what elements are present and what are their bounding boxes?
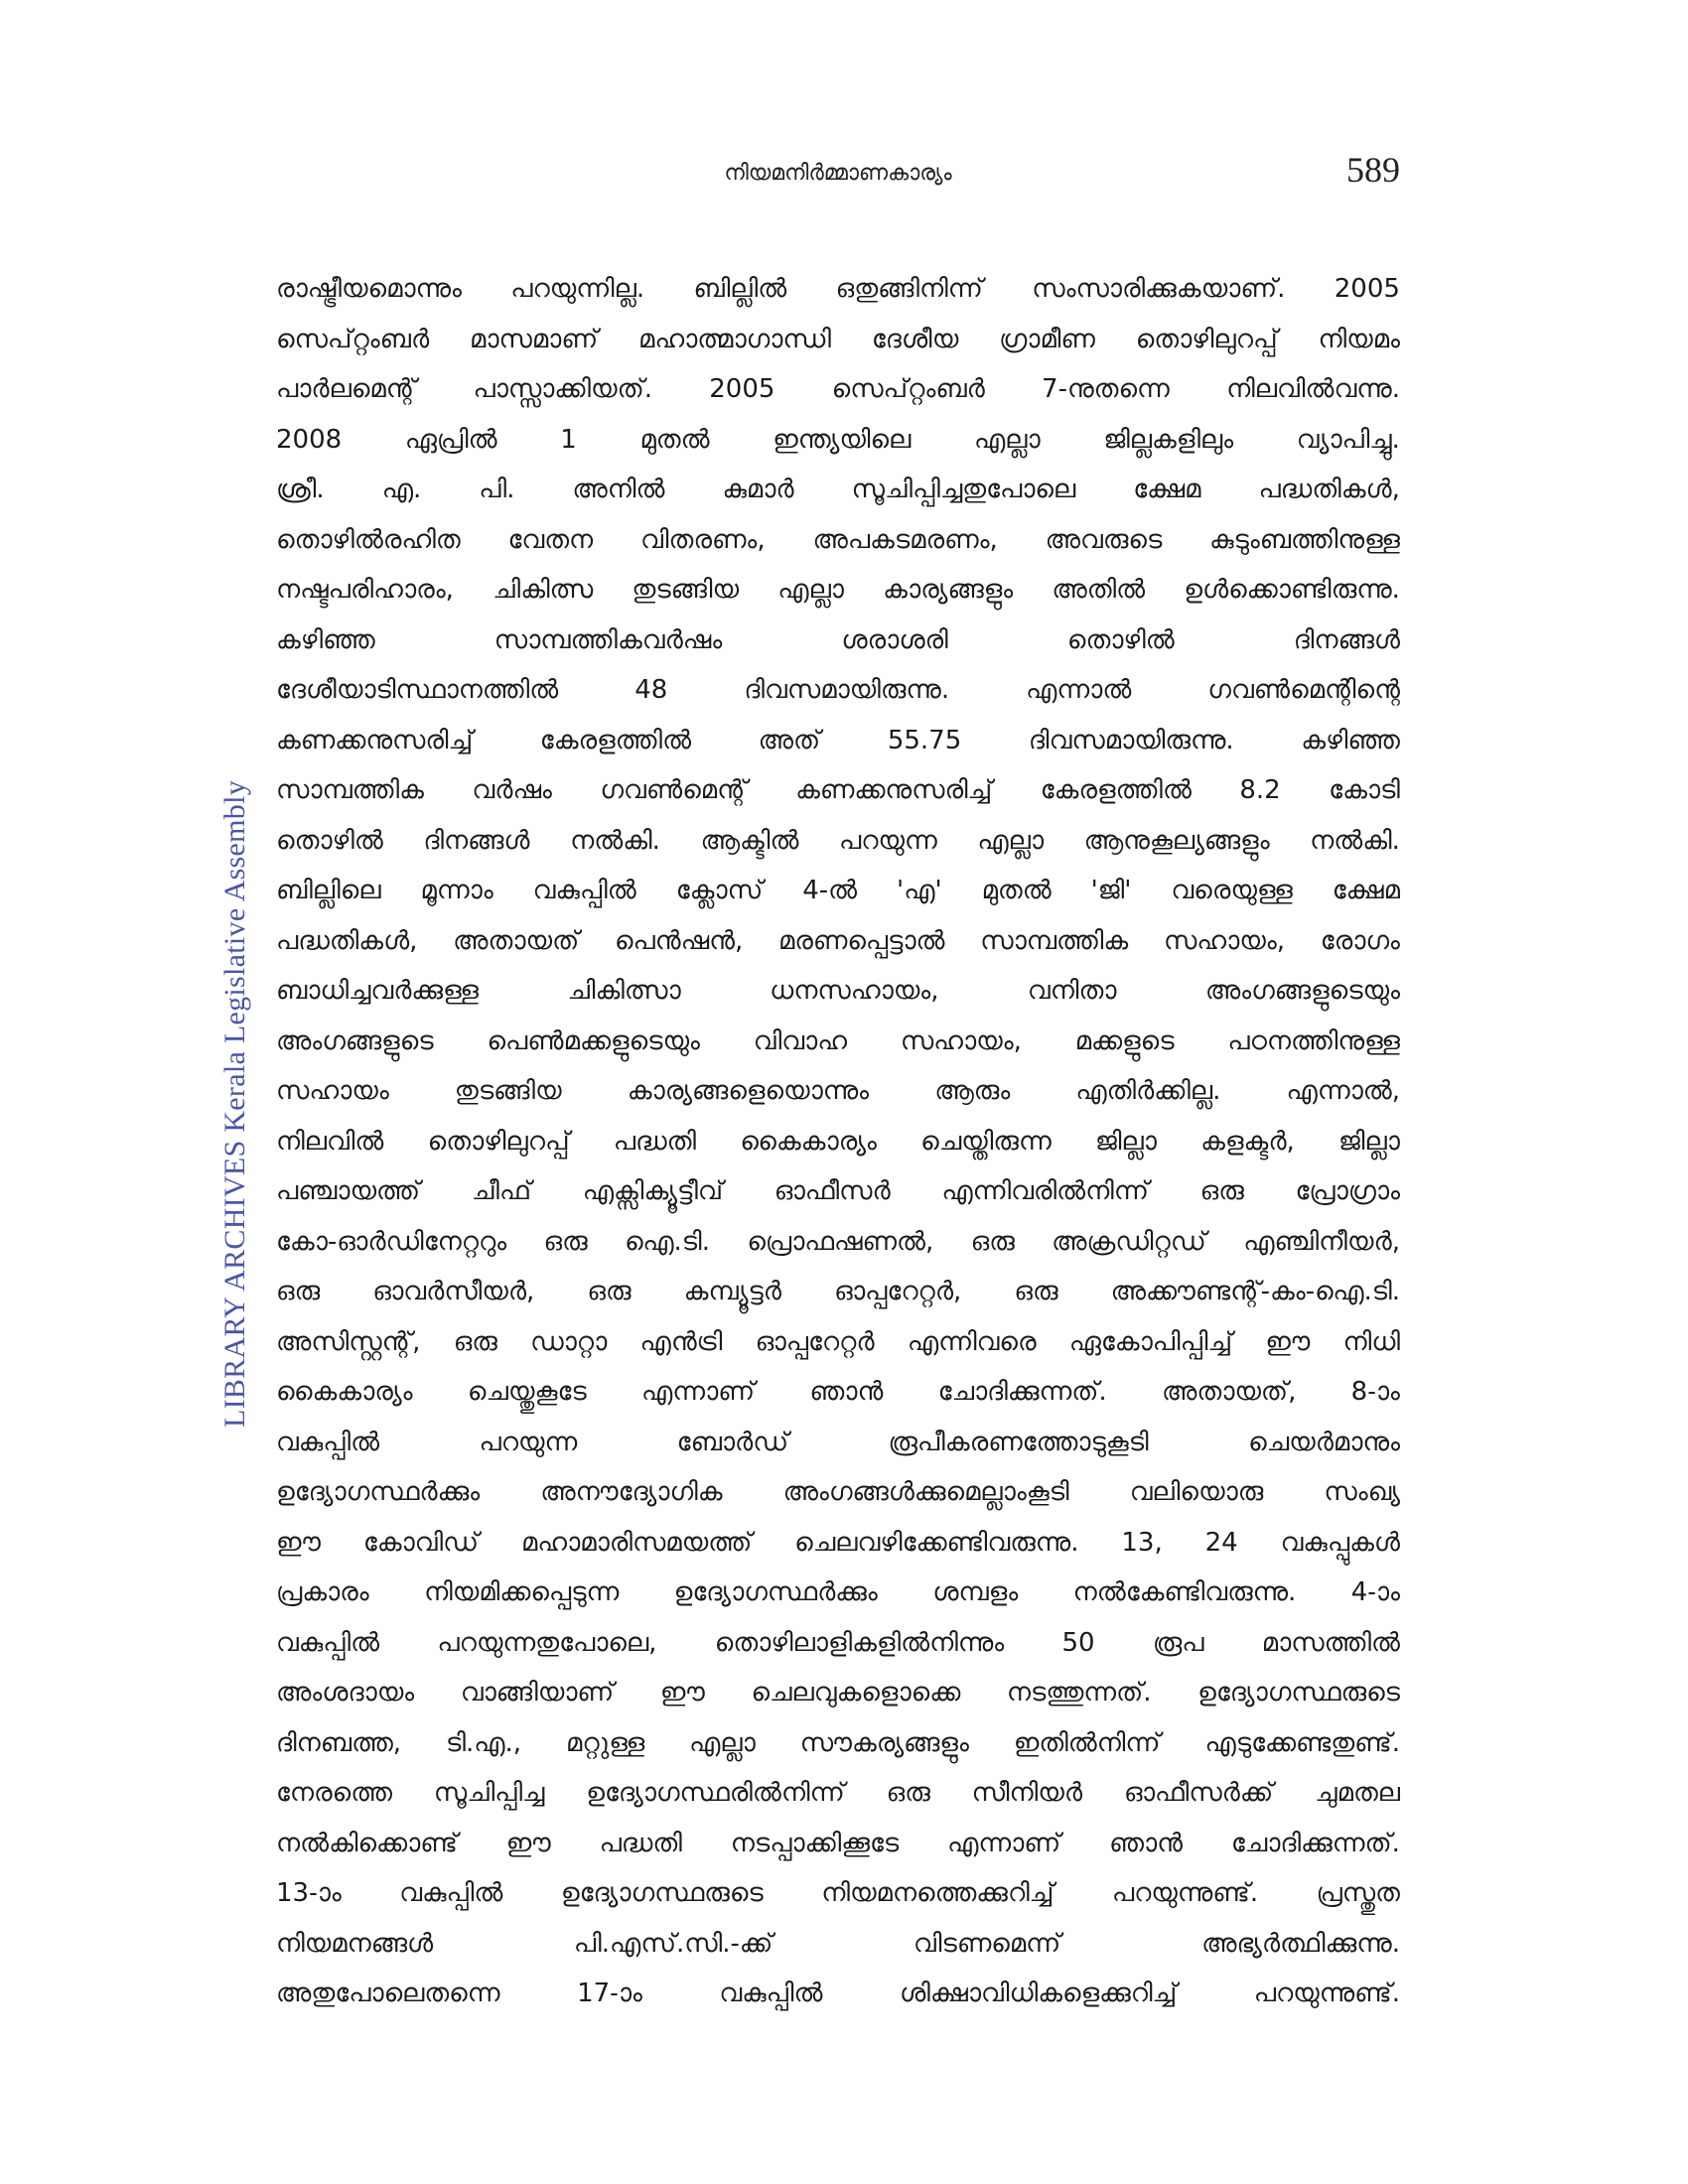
body-line: കണക്കനുസരിച്ച് കേരളത്തിൽ അത് 55.75 ദിവസമായിരുന്നു. കഴിഞ്ഞ [276,725,1400,755]
body-line: ദേശീയാടിസ്ഥാനത്തിൽ 48 ദിവസമായിരുന്നു. എന്നാൽ ഗവൺമെന്റിന്റെ [276,675,1400,705]
body-text [276,264,1400,2019]
body-line: നഷ്ടപരിഹാരം, ചികിത്സ തുടങ്ങിയ എല്ലാ കാര്യങ്ങളും അതിൽ ഉൾക്കൊണ്ടിരുന്നു. [276,575,1400,605]
body-line: നേരത്തെ സൂചിപ്പിച്ച ഉദ്യോഗസ്ഥരിൽനിന്ന് ഒരു സീനിയർ ഓഫീസർക്ക് ചുമതല [276,1778,1400,1808]
body-line: പദ്ധതികൾ, അതായത് പെൻഷൻ, മരണപ്പെട്ടാൽ സാമ്പത്തിക സഹായം, രോഗം [276,925,1400,956]
body-line: അതുപോലെതന്നെ 17-ാം വകുപ്പിൽ ശിക്ഷാവിധികളെക്കുറിച്ച് പറയുന്നുണ്ട്. [276,1979,1400,2008]
body-line: പ്രകാരം നിയമിക്കപ്പെടുന്ന ഉദ്യോഗസ്ഥർക്കും ശമ്പളം നൽകേണ്ടിവരുന്നു. 4-ാം [276,1577,1400,1607]
body-line: കോ-ഓർഡിനേറ്ററും ഒരു ഐ.ടി. പ്രൊഫഷണൽ, ഒരു അക്രഡിറ്റഡ് എഞ്ചിനീയർ, [276,1226,1400,1257]
body-line: 2008 ഏപ്രിൽ 1 മുതൽ ഇന്ത്യയിലെ എല്ലാ ജില്ലകളിലും വ്യാപിച്ചു. [276,424,1400,455]
body-line: പാർലമെന്റ് പാസ്സാക്കിയത്. 2005 സെപ്റ്റംബർ 7-നുതന്നെ നിലവിൽവന്നു. [276,374,1400,404]
body-line: അംഗങ്ങളുടെ പെൺമക്കളുടെയും വിവാഹ സഹായം, മക്കളുടെ പഠനത്തിനുള്ള [276,1025,1400,1056]
body-line: ബാധിച്ചവർക്കുള്ള ചികിത്സാ ധനസഹായം, വനിതാ അംഗങ്ങളുടെയും [276,976,1400,1006]
body-line: വകുപ്പിൽ പറയുന്ന ബോർഡ് രൂപീകരണത്തോടുകൂടി ചെയർമാനും [276,1427,1400,1457]
body-line: 13-ാം വകുപ്പിൽ ഉദ്യോഗസ്ഥരുടെ നിയമനത്തെക്കുറിച്ച് പറയുന്നുണ്ട്. പ്രസ്തുത [276,1878,1400,1908]
body-line: തൊഴിൽരഹിത വേതന വിതരണം, അപകടമരണം, അവരുടെ കുടുംബത്തിനുള്ള [276,524,1400,555]
body-line: പഞ്ചായത്ത് ചീഫ് എക്സിക്യൂട്ടീവ് ഓഫീസർ എന്നിവരിൽനിന്ന് ഒരു പ്രോഗ്രാം [276,1176,1400,1206]
body-line: നൽകിക്കൊണ്ട് ഈ പദ്ധതി നടപ്പാക്കിക്കൂടേ എന്നാണ് ഞാൻ ചോദിക്കുന്നത്. [276,1828,1400,1858]
body-line: സാമ്പത്തിക വർഷം ഗവൺമെന്റ് കണക്കനുസരിച്ച് കേരളത്തിൽ 8.2 കോടി [276,775,1400,805]
body-line: സെപ്റ്റംബർ മാസമാണ് മഹാത്മാഗാന്ധി ദേശീയ ഗ്രാമീണ തൊഴിലുറപ്പ് നിയമം [276,324,1400,354]
body-line: നിലവിൽ തൊഴിലുറപ്പ് പദ്ധതി കൈകാര്യം ചെയ്തിരുന്ന ജില്ലാ കളക്ടർ, ജില്ലാ [276,1126,1400,1157]
archive-watermark: LIBRARY ARCHIVES Kerala Legislative Assembly [218,779,251,1429]
body-line: അംശദായം വാങ്ങിയാണ് ഈ ചെലവുകളൊക്കെ നടത്തുന്നത്. ഉദ്യോഗസ്ഥരുടെ [276,1678,1400,1707]
body-line: കഴിഞ്ഞ സാമ്പത്തികവർഷം ശരാശരി തൊഴിൽ ദിനങ്ങൾ [276,624,1400,655]
body-line: ദിനബത്ത, ടി.എ., മറ്റുള്ള എല്ലാ സൗകര്യങ്ങളും ഇതിൽനിന്ന് എടുക്കേണ്ടതുണ്ട്. [276,1727,1400,1758]
body-line: ഉദ്യോഗസ്ഥർക്കും അനൗദ്യോഗിക അംഗങ്ങൾക്കുമെല്ലാംകൂടി വലിയൊരു സംഖ്യ [276,1477,1400,1507]
body-line: രാഷ്ട്രീയമൊന്നും പറയുന്നില്ല. ബില്ലിൽ ഒതുങ്ങിനിന്ന് സംസാരിക്കുകയാണ്. 2005 [276,274,1400,304]
page-number: 589 [1346,150,1400,190]
body-line: ഈ കോവിഡ് മഹാമാരിസമയത്ത് ചെലവഴിക്കേണ്ടിവരുന്നു. 13, 24 വകുപ്പുകൾ [276,1527,1400,1558]
body-line: ശ്രീ. എ. പി. അനിൽ കുമാർ സൂചിപ്പിച്ചതുപോലെ ക്ഷേമ പദ്ധതികൾ, [276,475,1400,504]
body-line: തൊഴിൽ ദിനങ്ങൾ നൽകി. ആക്ടിൽ പറയുന്ന എല്ലാ ആനുകൂല്യങ്ങളും നൽകി. [276,825,1400,856]
page-header [276,149,1400,199]
body-line: സഹായം തുടങ്ങിയ കാര്യങ്ങളെയൊന്നും ആരും എതിർക്കില്ല. എന്നാൽ, [276,1076,1400,1106]
body-line: ഒരു ഓവർസീയർ, ഒരു കമ്പ്യൂട്ടർ ഓപ്പറേറ്റർ, ഒരു അക്കൗണ്ടന്റ്-കം-ഐ.ടി. [276,1277,1400,1306]
body-line: വകുപ്പിൽ പറയുന്നതുപോലെ, തൊഴിലാളികളിൽനിന്നും 50 രൂപ മാസത്തിൽ [276,1627,1400,1658]
running-title: നിയമനിർമ്മാണകാര്യം [724,161,952,186]
body-line: അസിസ്റ്റന്റ്, ഒരു ഡാറ്റാ എൻട്രി ഓപ്പറേറ്റർ എന്നിവരെ ഏകോപിപ്പിച്ച് ഈ നിധി [276,1326,1400,1357]
body-line: ബില്ലിലെ മൂന്നാം വകുപ്പിൽ ക്ലോസ് 4-ൽ 'എ' മുതൽ 'ജി' വരെയുള്ള ക്ഷേമ [276,876,1400,905]
body-line: നിയമനങ്ങൾ പി.എസ്.സി.-ക്ക് വിടണമെന്ന് അഭ്യർത്ഥിക്കുന്നു. [276,1928,1400,1959]
body-line: കൈകാര്യം ചെയ്തുകൂടേ എന്നാണ് ഞാൻ ചോദിക്കുന്നത്. അതായത്, 8-ാം [276,1377,1400,1407]
